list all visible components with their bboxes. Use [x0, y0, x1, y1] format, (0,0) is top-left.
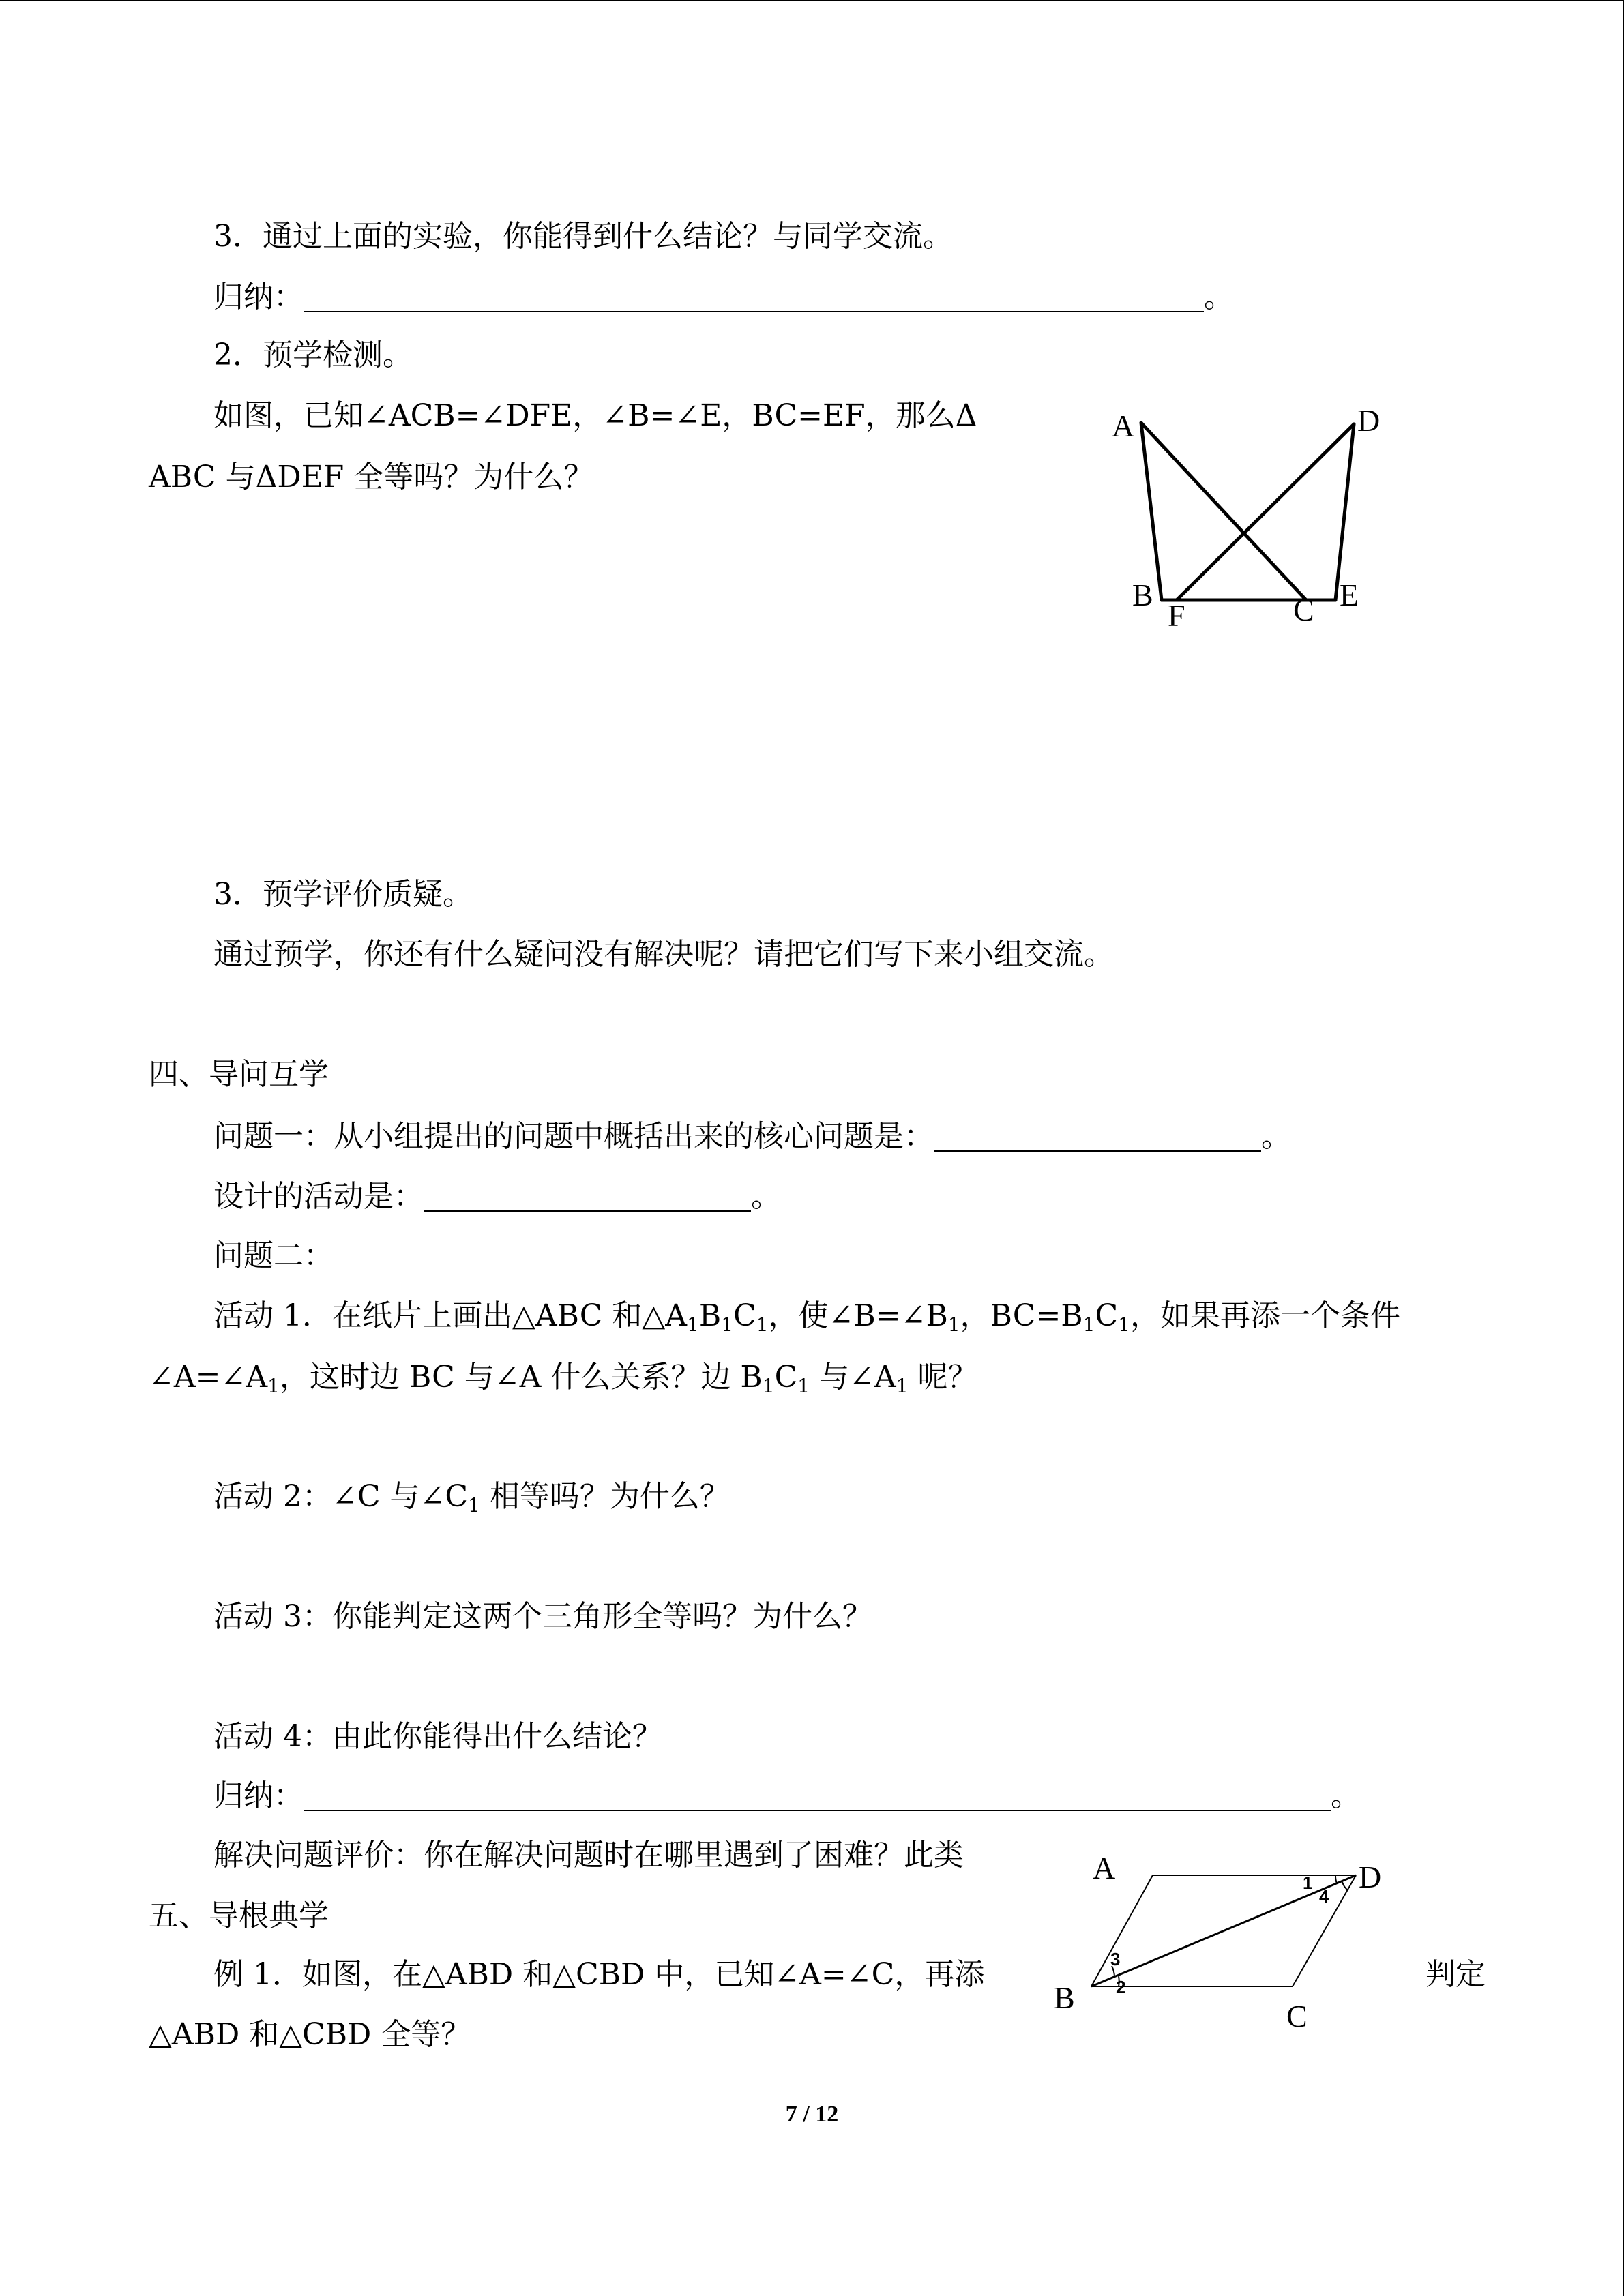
evaluation-instruction: 通过预学，你还有什么疑问没有解决呢？请把它们写下来小组交流。: [213, 937, 1114, 972]
segment-df: [1177, 424, 1354, 600]
question-2-heading: 问题二：: [213, 1238, 334, 1273]
summary-label: 归纳：: [213, 280, 304, 314]
angle-label-1: 1: [1303, 1873, 1313, 1893]
period: 。: [1261, 1119, 1291, 1154]
experiment-question: 3．通过上面的实验，你能得到什么结论？与同学交流。: [213, 219, 953, 254]
activity-design-blank[interactable]: [424, 1180, 751, 1212]
angle-label-4: 4: [1319, 1886, 1329, 1907]
activity-3-line: 活动 3：你能判定这两个三角形全等吗？为什么？: [213, 1599, 872, 1634]
activity-design-line: [213, 1176, 781, 1217]
figure-parallelogram-abcd: [1044, 1841, 1398, 2046]
subscript: 1: [896, 1375, 909, 1397]
summary-line-1: [213, 277, 1234, 318]
core-question-blank[interactable]: [934, 1120, 1261, 1152]
label-d: D: [1357, 403, 1381, 438]
section-heading-5: 五、导根典学: [149, 1898, 329, 1933]
segment-ac: [1141, 423, 1306, 600]
text: ，BC=B: [960, 1298, 1083, 1333]
pretest-question-line-2: ABC 与ΔDEF 全等吗？为什么？: [149, 460, 594, 494]
text: C: [1095, 1298, 1119, 1333]
section-heading-pretest: 2．预学检测。: [213, 338, 413, 372]
subscript: 1: [721, 1313, 734, 1336]
subscript: 1: [1118, 1313, 1130, 1336]
period: 。: [1204, 280, 1234, 314]
label-d: D: [1359, 1860, 1382, 1894]
subscript: 1: [468, 1494, 480, 1517]
text: 相等吗？为什么？: [479, 1479, 730, 1514]
label-c: C: [1293, 593, 1314, 627]
question-1-line: [213, 1116, 1291, 1157]
text: ，这时边 BC 与∠A 什么关系？边 B: [279, 1360, 763, 1395]
section-heading-evaluation: 3．预学评价质疑。: [213, 877, 473, 912]
subscript: 1: [756, 1313, 769, 1336]
activity-4-line: 活动 4：由此你能得出什么结论？: [213, 1719, 662, 1754]
page-number: 7 / 12: [785, 2102, 839, 2127]
example-1-line-1: 例 1．如图，在△ABD 和△CBD 中，已知∠A=∠C，再添: [213, 1957, 985, 1992]
label-a: A: [1112, 408, 1135, 443]
subscript: 1: [687, 1313, 699, 1336]
text: 与∠A: [810, 1360, 896, 1395]
label-b: B: [1054, 1980, 1075, 2015]
activity-design-label: 设计的活动是：: [213, 1179, 424, 1214]
subscript: 1: [267, 1375, 280, 1397]
angle-arc-4: [1342, 1882, 1348, 1890]
example-1-line-2: △ABD 和△CBD 全等？: [149, 2017, 471, 2052]
summary-blank[interactable]: [304, 281, 1204, 312]
text: C: [774, 1360, 798, 1395]
label-e: E: [1340, 578, 1359, 612]
text: B: [698, 1298, 722, 1333]
angle-arc-1: [1335, 1875, 1337, 1883]
text: ，如果再添一个条件: [1130, 1298, 1400, 1333]
summary-line-2: [213, 1776, 1361, 1817]
subscript: 1: [762, 1375, 775, 1397]
figure-triangles-abc-def: [1091, 396, 1405, 648]
subscript: 1: [797, 1375, 810, 1397]
label-a: A: [1093, 1851, 1116, 1885]
label-b: B: [1132, 578, 1153, 612]
segment-bd: [1091, 1875, 1356, 1986]
text: 呢？: [908, 1360, 978, 1395]
text: ，使∠B=∠B: [768, 1298, 948, 1333]
section-heading-4: 四、导问互学: [149, 1057, 329, 1092]
pretest-question-line-1: 如图，已知∠ACB=∠DFE，∠B=∠E，BC=EF，那么Δ: [213, 398, 977, 433]
activity-2-line: [213, 1476, 730, 1517]
segment-de: [1335, 424, 1354, 600]
subscript: 1: [947, 1313, 960, 1336]
segment-ab: [1141, 423, 1162, 600]
activity-1-line-2: [149, 1357, 978, 1398]
problem-solving-evaluation: 解决问题评价：你在解决问题时在哪里遇到了困难？此类: [213, 1838, 964, 1873]
question-1-label: 问题一：从小组提出的问题中概括出来的核心问题是：: [213, 1119, 934, 1154]
text: 活动 2：∠C 与∠C: [213, 1479, 469, 1514]
label-c: C: [1286, 1999, 1308, 2033]
angle-label-3: 3: [1110, 1949, 1121, 1969]
activity-1-line-1: [213, 1296, 1400, 1337]
period: 。: [751, 1179, 781, 1214]
example-1-line-1-end: 判定: [1426, 1957, 1486, 1992]
segment-ab: [1091, 1875, 1153, 1986]
period: 。: [1331, 1778, 1361, 1813]
subscript: 1: [1082, 1313, 1095, 1336]
summary-blank[interactable]: [304, 1780, 1331, 1811]
text: 活动 1．在纸片上画出△ABC 和△A: [213, 1298, 688, 1333]
text: ∠A=∠A: [149, 1360, 268, 1395]
text: C: [733, 1298, 756, 1333]
summary-label: 归纳：: [213, 1778, 304, 1813]
angle-label-2: 2: [1116, 1977, 1126, 1997]
label-f: F: [1168, 598, 1185, 633]
